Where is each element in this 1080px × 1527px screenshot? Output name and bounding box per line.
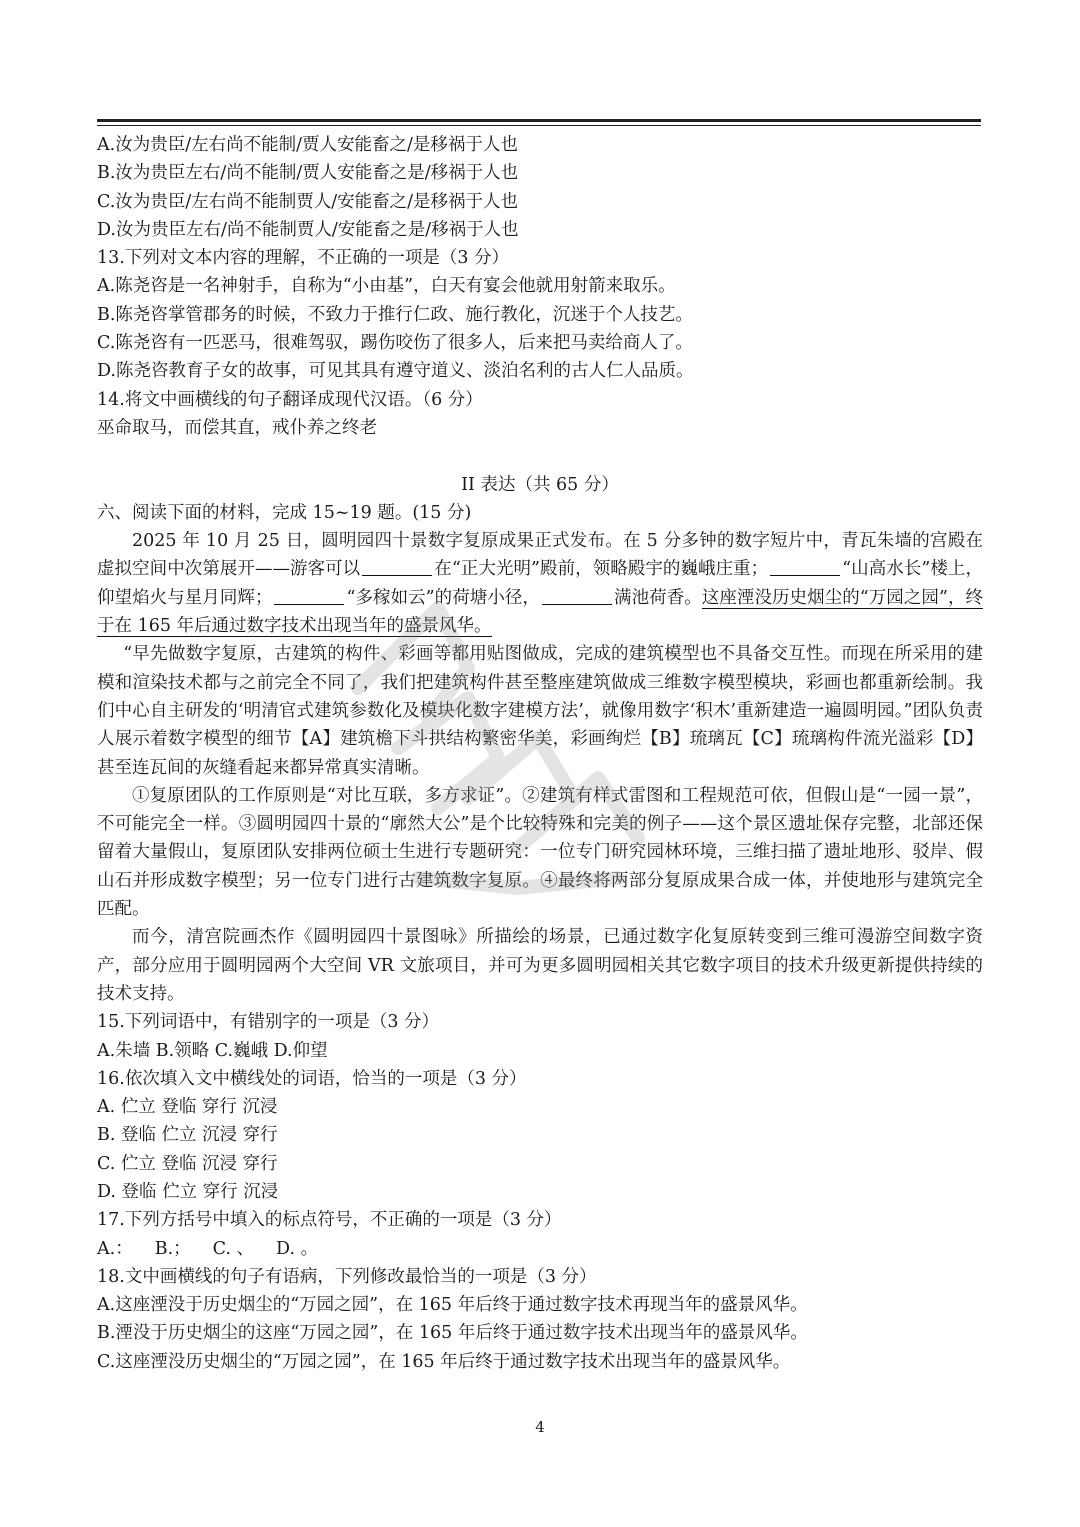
q16-option-c: C. 伫立 登临 沉浸 穿行 <box>97 1153 278 1174</box>
passage-p1-a: 2025 年 10 月 25 日，圆明园四十景数字复原成果正式发布。在 5 分多钟的数字短片中，青瓦朱墙的宫殿在虚拟空间中次第展开——游客可以 <box>97 531 983 580</box>
q14-sentence: 巫命取马，而偿其直，戒仆养之终老 <box>97 417 377 438</box>
passage-paragraph-2: “早先做数字复原，古建筑的构件、彩画等都用贴图做成，完成的建筑模型也不具备交互性。而现在所采用的建模和渲染技术都与之前完全不同了，我们把建筑构件甚至整座建筑做成三维数字模型模块，彩画也都重新绘制。我们中心自主研发的‘明清官式建筑参数化及模块化数字建模方法’，就像用数字‘积木’重新建造一遍圆明园。”团队负责人展示着数字模型的细节【A】建筑檐下斗拱结构繁密华美，彩画绚烂【B】琉璃瓦【C】琉璃构件流光溢彩【D】甚至连瓦间的灰缝看起来都异常真实清晰。 <box>97 644 983 778</box>
passage-paragraph-3: ①复原团队的工作原则是“对比互联，多方求证”。②建筑有样式雷图和工程规范可依，但假山是“一园一景”，不可能完全一样。③圆明园四十景的“廓然大公”是个比较特殊和完美的例子——这个景区遗址保存完整，北部还保留着大量假山，复原团队安排两位硕士生进行专题研究：一位专门研究园林环境，三维扫描了遗址地形、驳岸、假山石并形成数字模型；另一位专门进行古建筑数字复原。④最终将两部分复原成果合成一体，并使地形与建筑完全匹配。 <box>97 785 983 920</box>
q12-option-d: D.汝为贵臣左右/尚不能制贾人/安能畜之是/移祸于人也 <box>97 219 519 240</box>
fill-blank-2 <box>770 557 840 576</box>
header-rule-thin <box>97 125 981 126</box>
q13-option-c: C.陈尧咨有一匹恶马，很难驾驭，踢伤咬伤了很多人，后来把马卖给商人了。 <box>97 333 693 354</box>
q12-option-b: B.汝为贵臣左右/尚不能制/贾人安能畜之是/移祸于人也 <box>97 163 519 184</box>
fill-blank-1 <box>362 557 432 576</box>
q17-option-a: A.： <box>97 1238 133 1259</box>
q13-stem: 13.下列对文本内容的理解，不正确的一项是（3 分） <box>97 248 510 269</box>
q13-option-a: A.陈尧咨是一名神射手，自称为“小由基”，白天有宴会他就用射箭来取乐。 <box>97 276 676 297</box>
q15-stem: 15.下列词语中，有错别字的一项是（3 分） <box>97 1012 440 1033</box>
q12-option-c: C.汝为贵臣/左右尚不能制贾人/安能畜之/是移祸于人也 <box>97 191 519 212</box>
section-title: II 表达（共 65 分） <box>461 474 619 495</box>
q16-option-d: D. 登临 伫立 穿行 沉浸 <box>97 1181 279 1202</box>
q12-option-a: A.汝为贵臣/左右尚不能制/贾人安能畜之/是移祸于人也 <box>97 135 518 155</box>
q17-option-c: C. 、 <box>212 1238 255 1259</box>
q15-options: A.朱墙 B.领略 C.巍峨 D.仰望 <box>97 1040 328 1061</box>
q17-option-d: D. 。 <box>276 1238 319 1259</box>
page-number: 4 <box>535 1418 545 1436</box>
q17-options <box>97 1235 983 1263</box>
passage-p1-e: 满池荷香。 <box>613 587 702 608</box>
q18-option-b: B.湮没于历史烟尘的这座“万园之园”，在 165 年后终于通过数字技术出现当年的盛景风华。 <box>97 1323 808 1344</box>
q14-stem: 14.将文中画横线的句子翻译成现代汉语。（6 分） <box>97 389 483 410</box>
spacer <box>97 442 983 470</box>
q17-stem: 17.下列方括号中填入的标点符号，不正确的一项是（3 分） <box>97 1210 562 1231</box>
fill-blank-4 <box>542 586 612 605</box>
passage-p1-b: 在“正大光明”殿前，领略殿宇的巍峨庄重； <box>434 559 769 580</box>
header-rule-thick <box>97 119 981 122</box>
q18-option-a: A.这座湮没于历史烟尘的“万园之园”，在 165 年后终于通过数字技术再现当年的盛景风华。 <box>97 1295 808 1316</box>
q13-option-d: D.陈尧咨教育子女的故事，可见其具有遵守道义、淡泊名利的古人仁人品质。 <box>97 361 694 382</box>
section6-intro: 六、阅读下面的材料，完成 15~19 题。(15 分) <box>97 502 472 523</box>
q16-option-a: A. 伫立 登临 穿行 沉浸 <box>97 1097 278 1118</box>
underlined-sentence: 这座湮没历史烟尘的“万园之园”，终于在 165 年后通过数字技术出现当年的盛景风华。 <box>97 587 984 637</box>
q16-option-b: B. 登临 伫立 沉浸 穿行 <box>97 1125 278 1146</box>
q18-stem: 18.文中画横线的句子有语病，下列修改最恰当的一项是（3 分） <box>97 1266 597 1287</box>
q18-option-c: C.这座湮没历史烟尘的“万园之园”，在 165 年后终于通过数字技术出现当年的盛景风华。 <box>97 1351 791 1372</box>
passage-p1-d: “多稼如云”的荷塘小径， <box>346 587 540 608</box>
q13-option-b: B.陈尧咨掌管郡务的时候，不致力于推行仁政、施行教化，沉迷于个人技艺。 <box>97 304 693 325</box>
q16-stem: 16.依次填入文中横线处的词语，恰当的一项是（3 分） <box>97 1068 527 1089</box>
q17-option-b: B.； <box>154 1238 191 1259</box>
passage-paragraph-4: 而今，清宫院画杰作《圆明园四十景图咏》所描绘的场景，已通过数字化复原转变到三维可漫游空间数字资产，部分应用于圆明园两个大空间 VR 文旅项目，并可为更多圆明园相关其它数字项目的技术升级更新提供持续的技术支持。 <box>97 927 983 1004</box>
passage-p1-c: “山高水长”楼上，仰望焰火与星月同辉； <box>97 559 983 608</box>
page-content <box>97 131 983 1376</box>
fill-blank-3 <box>274 586 344 605</box>
passage-paragraph-1 <box>97 527 983 640</box>
